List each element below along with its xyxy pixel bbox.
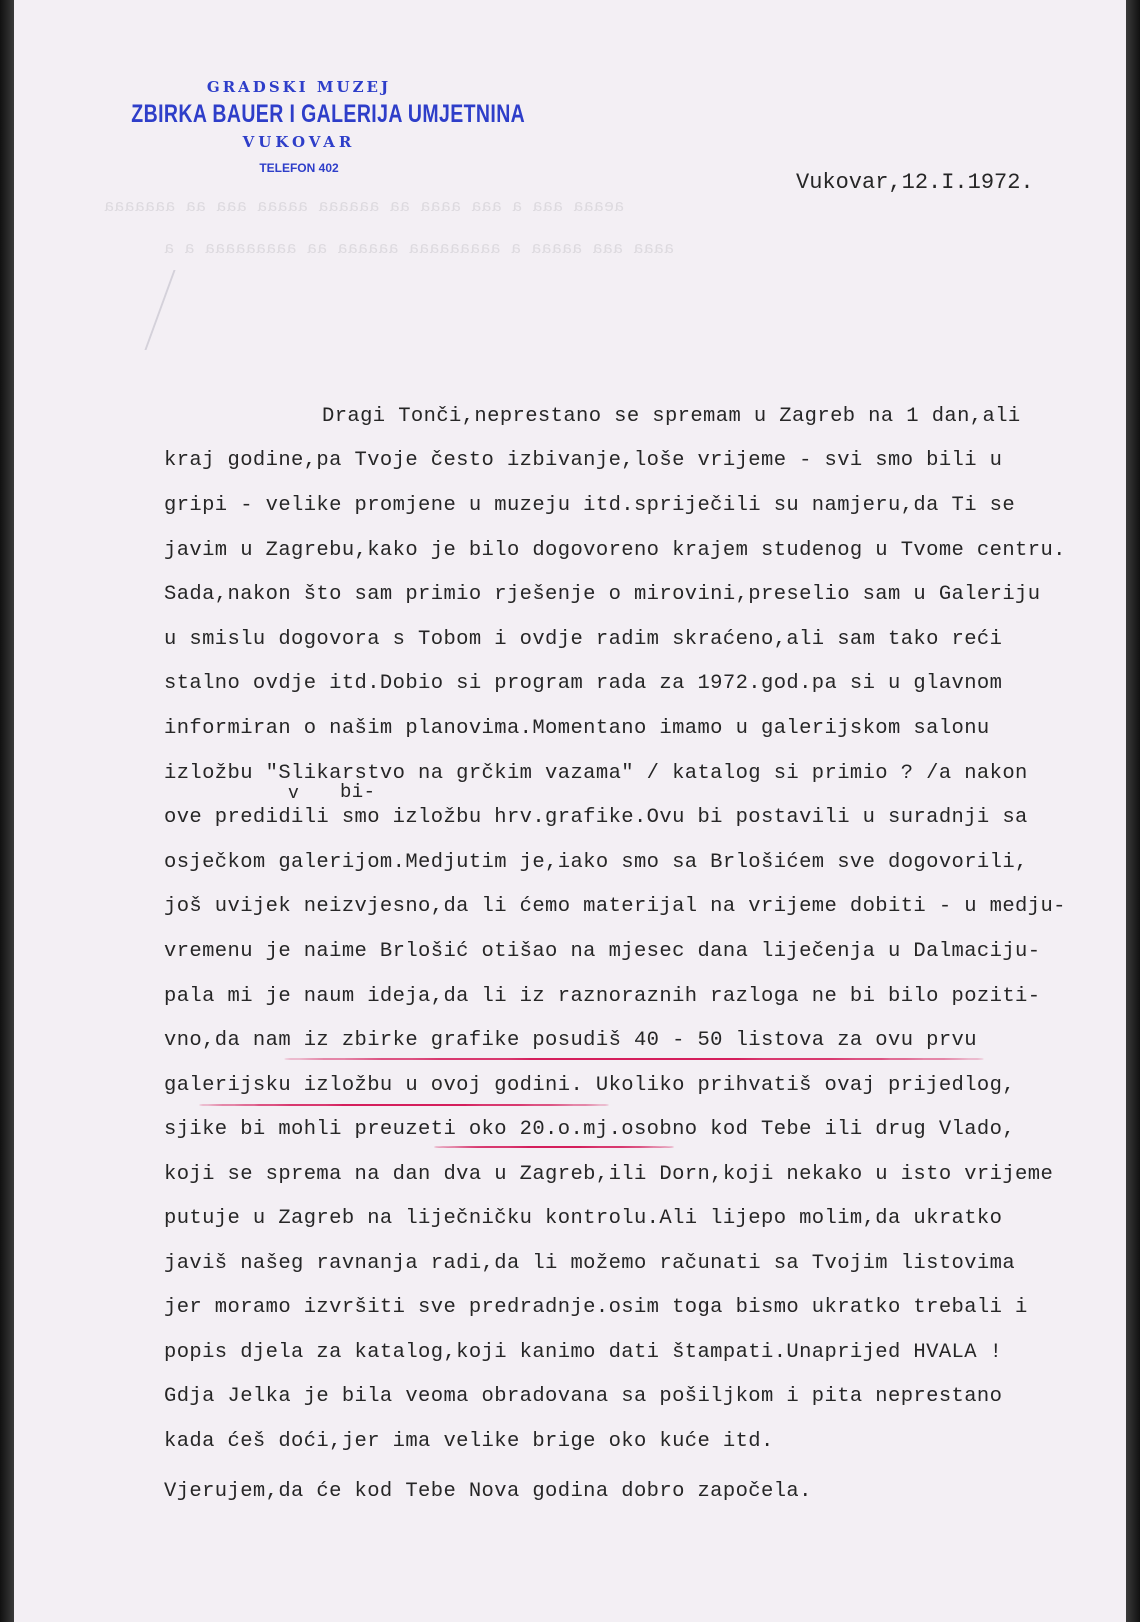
body-line: Sada,nakon što sam primio rješenje o mirovini,preselio sam u Galeriju — [164, 583, 1041, 606]
body-line: informiran o našim planovima.Momentano imamo u galerijskom salonu — [164, 717, 990, 740]
body-line: vno,da nam iz zbirke grafike posudiš 40 - 50 listova za ovu prvu — [164, 1029, 977, 1052]
body-line: galerijsku izložbu u ovoj godini. Ukoliko prihvatiš ovaj prijedlog, — [164, 1074, 1016, 1097]
body-line: još uvijek neizvjesno,da li ćemo materijal na vrijeme dobiti - u medju- — [164, 895, 1066, 918]
bleed-through-text: aaaa aaa aaaaa a aaaaaaaaa aaaaaa aa aaaaaaaaa a a — [164, 240, 675, 259]
body-line: stalno ovdje itd.Dobio si program rada za 1972.god.pa si u glavnom — [164, 672, 1003, 695]
body-line: popis djela za katalog,koji kanimo dati štampati.Unaprijed HVALA ! — [164, 1341, 1003, 1364]
body-line: javiš našeg ravnanja radi,da li možemo računati sa Tvojim listovima — [164, 1252, 1016, 1275]
letterhead — [84, 78, 526, 175]
body-line: Dragi Tonči,neprestano se spremam u Zagreb na 1 dan,ali — [322, 405, 1021, 428]
body-line: gripi - velike promjene u muzeju itd.spriječili su namjeru,da Ti se — [164, 494, 1016, 517]
body-line: sjike bi mohli preuzeti oko 20.o.mj.osobno kod Tebe ili drug Vlado, — [164, 1118, 1016, 1141]
scan-edge-left — [0, 0, 14, 1622]
letterhead-museum: GRADSKI MUZEJ — [206, 78, 392, 96]
body-line: ove predidili smo izložbu hrv.grafike.Ovu bi postavili u suradnji sa — [164, 806, 1028, 829]
body-line: u smislu dogovora s Tobom i ovdje radim skraćeno,ali sam tako reći — [164, 628, 1003, 651]
body-line: kraj godine,pa Tvoje često izbivanje,loše vrijeme - svi smo bili u — [164, 449, 1003, 472]
insertion-text: bi- — [340, 781, 376, 803]
red-underline — [199, 1104, 609, 1106]
letter-date: Vukovar,12.I.1972. — [796, 170, 1034, 195]
body-line: jer moramo izvršiti sve predradnje.osim toga bismo ukratko trebali i — [164, 1296, 1028, 1319]
body-line: pala mi je naum ideja,da li iz raznoraznih razloga ne bi bilo poziti- — [164, 985, 1041, 1008]
body-line: Vjerujem,da će kod Tebe Nova godina dobro započela. — [164, 1480, 812, 1503]
body-line: izložbu "Slikarstvo na grčkim vazama" / katalog si primio ? /a nakon — [164, 762, 1028, 785]
body-line: osječkom galerijom.Medjutim je,iako smo sa Brlošićem sve dogovorili, — [164, 851, 1028, 874]
insertion-mark: v — [288, 784, 300, 804]
body-line: vremenu je naime Brlošić otišao na mjesec dana liječenja u Dalmaciju- — [164, 940, 1041, 963]
faint-pencil-mark — [144, 270, 235, 350]
letterhead-collection: ZBIRKA BAUER I GALERIJA UMJETNINA — [131, 100, 526, 128]
body-line: kada ćeš doći,jer ima velike brige oko kuće itd. — [164, 1430, 774, 1453]
red-underline — [284, 1058, 984, 1060]
red-underline — [434, 1146, 674, 1148]
body-line: putuje u Zagreb na liječničku kontrolu.Ali lijepo molim,da ukratko — [164, 1207, 1003, 1230]
body-line: javim u Zagrebu,kako je bilo dogovoreno krajem studenog u Tvome centru. — [164, 539, 1066, 562]
body-line: Gdja Jelka je bila veoma obradovana sa pošiljkom i pita neprestano — [164, 1385, 1003, 1408]
bleed-through-text: aeaaa aaa a aaa aaaa aa aaaaaa aaaaa aaa aa aaaaaaa — [104, 198, 625, 217]
scan-edge-right — [1126, 0, 1140, 1622]
letter-page — [14, 0, 1128, 1622]
letterhead-telephone: TELEFON 402 — [259, 161, 339, 175]
letterhead-city: VUKOVAR — [242, 133, 356, 151]
body-line: koji se sprema na dan dva u Zagreb,ili Dorn,koji nekako u isto vrijeme — [164, 1163, 1054, 1186]
